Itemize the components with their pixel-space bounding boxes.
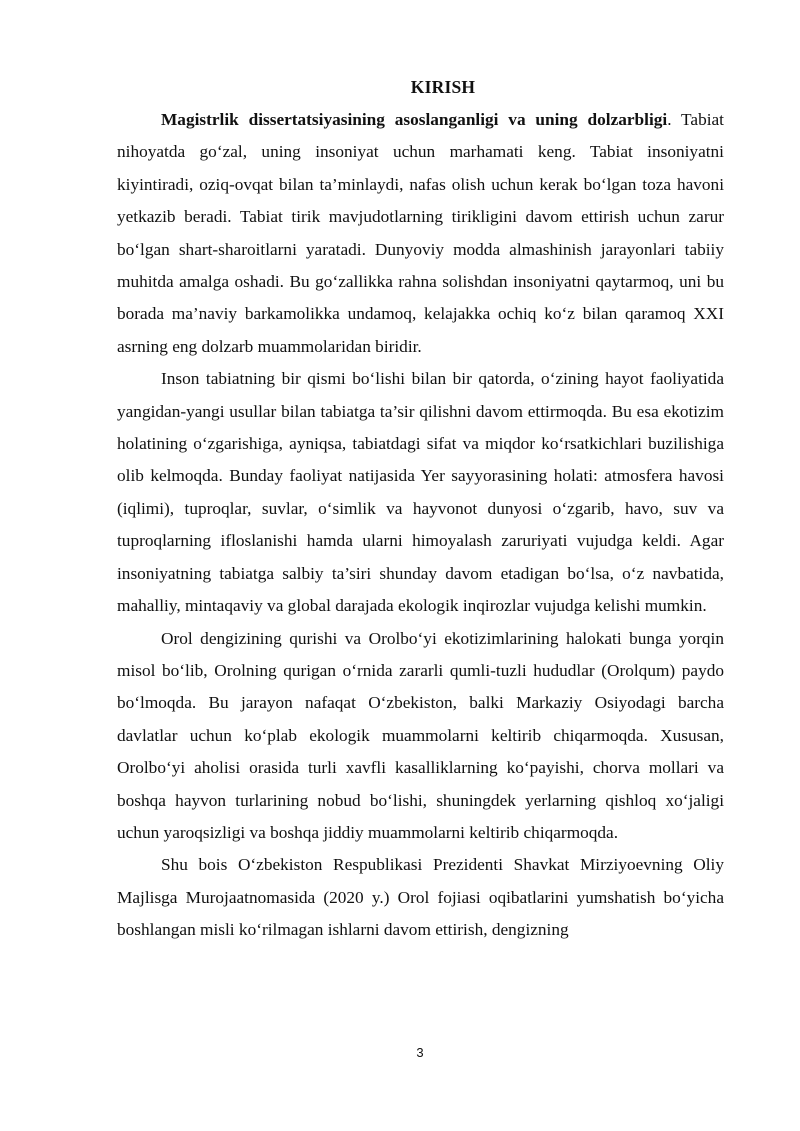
section-title: Magistrlik dissertatsiyasining asoslanganligi va uning dolzarbligi (161, 110, 668, 129)
section-title-punct: . (667, 110, 672, 129)
paragraph-3: Orol dengizining qurishi va Orolbo‘yi ekotizimlarining halokati bunga yorqin misol bo‘lib, Orolning qurigan o‘rnida zararli qumli-tuzli hududlar (Orolqum) paydo bo‘lmoqda. Bu jarayon nafaqat O‘zbekiston, balki Markaziy Osiyodagi barcha davlatlar uchun ko‘plab ekologik muammolarni keltirib chiqarmoqda. Xususan, Orolbo‘yi aholisi orasida turli xavfli kasalliklarning ko‘payishi, chorva mollari va boshqa hayvon turlarining nobud bo‘lishi, shuningdek yerlarning qishloq xo‘jaligi uchun yaroqsizligi va boshqa jiddiy muammolarni keltirib chiqarmoqda. (117, 628, 724, 842)
paragraph-1-text: Tabiat nihoyatda go‘zal, uning insoniyat uchun marhamati keng. Tabiat insoniyatni kiyintiradi, oziq-ovqat bilan ta’minlaydi, nafas olish uchun kerak bo‘lgan toza havoni yetkazib beradi. Tabiat tirik mavjudotlarning tirikligini davom ettirish uchun zarur bo‘lgan shart-sharoitlarni yaratadi. Dunyoviy modda almashinish jarayonlari tabiiy muhitda amalga oshadi. Bu go‘zallikka rahna solishdan insoniyatni qaytarmoq, uni bu borada ma’naviy barkamolikka undamoq, kelajakka ochiq ko‘z bilan qaramoq XXI asrning eng dolzarb muammolaridan biridir. (117, 110, 724, 356)
body-text (117, 104, 724, 947)
paragraph-2: Inson tabiatning bir qismi bo‘lishi bilan bir qatorda, o‘zining hayot faoliyatida yangidan-yangi usullar bilan tabiatga ta’sir qilishni davom ettirmoqda. Bu esa ekotizim holatining o‘zgarishiga, ayniqsa, tabiatdagi sifat va miqdor ko‘rsatkichlari buzilishiga olib kelmoqda. Bunday faoliyat natijasida Yer sayyorasining holati: atmosfera havosi (iqlimi), tuproqlar, suvlar, o‘simlik va hayvonot dunyosi o‘zgarib, havo, suv va tuproqlarning ifloslanishi hamda ularni himoyalash zaruriyati vujudga keldi. Agar insoniyatning tabiatga salbiy ta’siri shunday davom etadigan bo‘lsa, o‘z navbatida, mahalliy, mintaqaviy va global darajada ekologik inqirozlar vujudga kelishi mumkin. (117, 369, 724, 616)
paragraph-1 (117, 104, 724, 363)
paragraph-4: Shu bois O‘zbekiston Respublikasi Prezidenti Shavkat Mirziyoevning Oliy Majlisga Murojaatnomasida (2020 y.) Orol fojiasi oqibatlarini yumshatish bo‘yicha boshlangan misli ko‘rilmagan ishlarni davom ettirish, dengizning (117, 855, 724, 940)
page-number: 3 (416, 1045, 424, 1060)
page-heading: KIRISH (410, 77, 476, 97)
